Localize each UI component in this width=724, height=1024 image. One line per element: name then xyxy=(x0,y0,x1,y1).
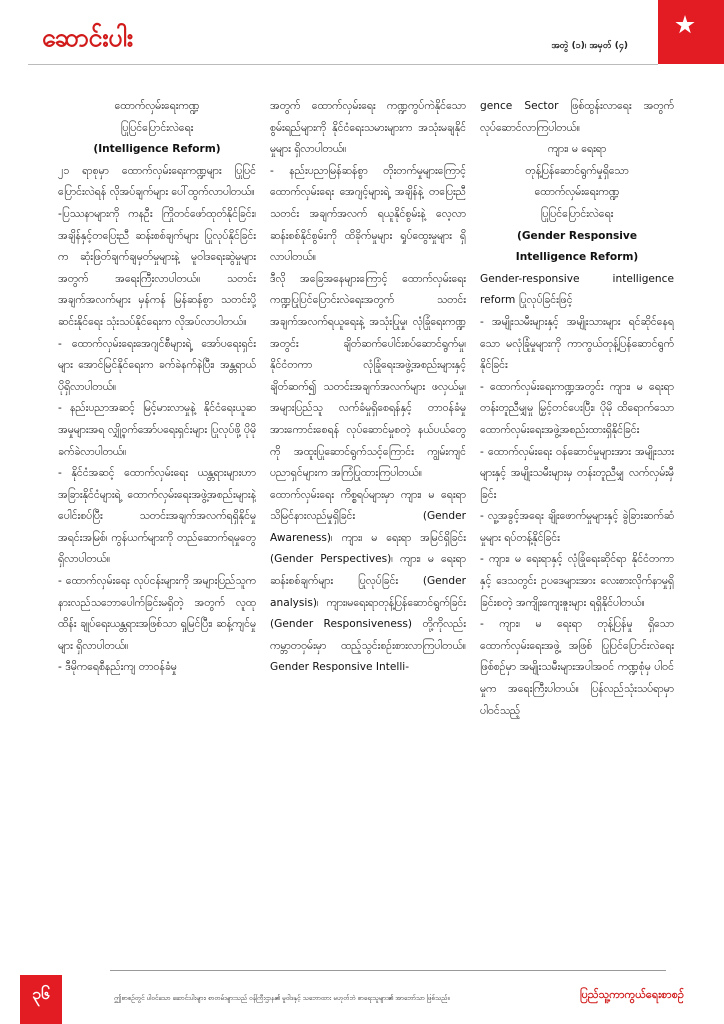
paragraph: (Gender Responsive xyxy=(516,229,638,242)
footer-divider xyxy=(110,970,666,971)
paragraph: - ဒီမိုကရေစီနည်းကျ တာဝန်ခံမှု xyxy=(58,661,177,674)
paragraph: - ထောက်လှမ်းရေးကဏ္ဍအတွင်း ကျား၊ မ ရေးရာ တန်းတူညီမျှမှု မြှင့်တင်ပေးပြီး၊ ပိုမို ထိရောက်သော ထောက်လှမ်းရေးအဖွဲ့အစည်းထားရှိနိုင်ခြင်း xyxy=(480,380,674,436)
paragraph: - လူ့အခွင့်အရေး ချိုးဖောက်မှုများနှင့် ခွဲခြားဆက်ဆံမှုများ ရပ်တန့်နိုင်ခြင်း xyxy=(480,510,674,544)
paragraph: ကျား၊ မ ရေးရာ xyxy=(547,143,607,156)
paragraph: - ကျား၊ မ ရေးရာ တုန့်ပြန်မှု ရှိသော ထောက်လှမ်းရေးအဖွဲ့ အဖြစ် ပြုပြင်ပြောင်းလဲရေးဖြစ်စဉ်မှာ အမျိုးသမီးများအပါအဝင် ကဏ္ဍစုံမှ ပါဝင်မှုက အရေးကြီးပါတယ်။ ပြန်လည်သုံးသပ်ရာမှာ ပါဝင်သည့် xyxy=(480,618,674,717)
paragraph: - ထောက်လှမ်းရေး ဝန်ဆောင်မှုများအား အမျိုးသားများနှင့် အမျိုးသမီးများမှ တန်းတူညီမျှ လက်လှမ်းမှီခြင်း xyxy=(480,445,674,501)
paragraph: - အမျိုးသမီးများနှင့် အမျိုးသားများ ရင်ဆိုင်နေရသော မလုံခြုံမှုများကို ကာကွယ်တုန့်ပြန်ဆောင်ရွက်နိုင်ခြင်း xyxy=(480,315,674,372)
paragraph: - နိုင်ငံအဆင့် ထောက်လှမ်းရေး ယန္တရားများဟာ အခြားနိုင်ငံများရဲ့ ထောက်လှမ်းရေးအဖွဲ့အစည်းများနဲ့ ပေါင်းစပ်ပြီး သတင်းအချက်အလက်ရရှိနိုင်မှု အရင်းအမြစ်၊ ကွန်ယက်များကို တည်ဆောက်ရမှုတွေ ရှိလာပါတယ်။ xyxy=(58,467,256,566)
paragraph: Gender-responsive intelligence reform ပြုလုပ်ခြင်းဖြင့် xyxy=(480,272,674,307)
page-number: ၃၆ xyxy=(20,975,62,1024)
paragraph: ထောက်လှမ်းရေး ကိစ္စရပ်များမှာ ကျား၊ မ ရေးရာ သိမြင်နားလည်မှုရှိခြင်း (Gender Awareness)၊ ကျား၊ မ ရေးရာ အမြင်ရှိခြင်း (Gender Perspectives)၊ ကျား၊ မ ရေးရာ ဆန်းစစ်ချက်များ ပြုလုပ်ခြင်း (Gender analysis)၊ ကျား၊မရေးရာတုန့်ပြန်ဆောင်ရွက်ခြင်း (Gender Responsiveness) တို့ကိုလည်း ကမ္ဘာတဝှမ်းမှာ ထည့်သွင်းစဉ်းစားလာကြပါတယ်။ Gender Responsive Intelli- xyxy=(270,488,466,674)
paragraph: - ထောက်လှမ်းရေးအေဂျင်စီများရဲ့ အော်ပရေးရှင်းများ အောင်မြင်နိုင်ရေးက ခက်ခဲနက်နဲပြီး၊ အန္တရာယ် ပိုရှိလာပါတယ်။ xyxy=(58,337,256,393)
page-header xyxy=(0,0,724,70)
paragraph: ထောက်လှမ်းရေးကဏ္ဍ xyxy=(534,186,620,199)
section-title: ဆောင်းပါး xyxy=(42,23,133,52)
paragraph: ၂၁ ရာစုမှာ ထောက်လှမ်းရေးကဏ္ဍများ ပြုပြင်ပြောင်းလဲရန် လိုအပ်ချက်များ ပေါ်ထွက်လာပါတယ်။ xyxy=(58,164,256,199)
issue-number: အတွဲ (၁)၊ အမှတ် (၄) xyxy=(551,41,628,51)
paragraph: - ကျား၊ မ ရေးရာနှင့် လုံခြုံရေးဆိုင်ရာ နိုင်ငံတကာနှင့် ဒေသတွင်း ဥပဒေများအား လေးစားလိုက်နာမှုရှိခြင်းစတဲ့ အကျိုးကျေးဇူးများ ရရှိနိုင်ပါတယ်။ xyxy=(480,553,674,609)
text-column-2 xyxy=(270,96,466,956)
paragraph: Intelligence Reform) xyxy=(515,251,639,264)
flag-block xyxy=(658,0,724,64)
text-column-1 xyxy=(58,96,256,956)
paragraph: -ပြဿနာများကို ကနဦး ကြိုတင်ဖော်ထုတ်နိုင်ခြင်း၊ အချိန်နှင့်တပြေးညီ ဆန်းစစ်ချက်များ ပြုလုပ်နိုင်ခြင်းက ဆုံးဖြတ်ချက်ချမှတ်မှုများနဲ့ မူဝါဒရေးဆွဲမှုများအတွက် အရေးကြီးလာပါတယ်။ သတင်းအချက်အလက်များ မှန်ကန် မြန်ဆန်စွာ သတင်းပို့ဆင်းနိုင်ရေး သုံးသပ်နိုင်ရေးက လိုအပ်လာပါတယ်။ xyxy=(58,207,256,328)
star-icon xyxy=(675,15,695,35)
paragraph: ဒီလို အခြေအနေများကြောင့် ထောက်လှမ်းရေး ကဏ္ဍပြုပြင်ပြောင်းလဲရေးအတွက် သတင်းအချက်အလက်ရယူရေးနဲ့ အသုံးပြုမှု၊ လုံခြုံရေးကဏ္ဍအတွင်း ချိတ်ဆက်ပေါင်းစပ်ဆောင်ရွက်မှု၊ နိုင်ငံတကာ လုံခြုံရေးအဖွဲ့အစည်းများနှင့် ချိတ်ဆက်၍ သတင်းအချက်အလက်များ ဖလှယ်မှု၊ အများပြည်သူ လက်ခံမှုရှိစေရန်နှင့် တာဝန်ခံမှု အားကောင်းစေရန် လုပ်ဆောင်မှုစတဲ့ နယ်ပယ်တွေကို အထူးပြုဆောင်ရွက်သင့်ကြောင်း ကျွမ်းကျင်ပညာရှင်များက အကြံပြုထားကြပါတယ်။ xyxy=(270,272,466,480)
paragraph: - နည်းပညာအဆင့် မြင့်မားလာမှုနဲ့ နိုင်ငံရေးယူဆအမှုများအရ လျှို့ဝှက်အော်ပရေးရှင်းများ ပြုလုပ်ဖို့ ပိုမိုခက်ခဲလာပါတယ်။ xyxy=(58,402,256,458)
publication-name: ပြည်သူ့ကာကွယ်ရေးစာစဉ် xyxy=(579,988,684,1001)
paragraph: (Intelligence Reform) xyxy=(93,143,221,156)
header-divider xyxy=(28,64,658,65)
paragraph: ထောက်လှမ်းရေးကဏ္ဍ xyxy=(114,100,200,112)
paragraph: အတွက် ထောက်လှမ်းရေး ကဏ္ဍကွပ်ကဲနိုင်သော စွမ်းရည်များကို နိုင်ငံရေးသမားများက အသုံးမချနိုင်မှုများ ရှိလာပါတယ်။ xyxy=(270,100,466,156)
footer-disclaimer: ဤစာစဉ်တွင် ပါဝင်သော ဆောင်းပါးများ၊ စာတမ်းများသည် ဝန်ကြီးဌာန၏ မူဝါဒနှင့် သဘောထား မဟုတ်ဘဲ စာရေးသူများ၏ အာဘော်သာ ဖြစ်သည်။ xyxy=(114,994,450,1002)
paragraph: ပြုပြင်ပြောင်းလဲရေး xyxy=(120,121,194,134)
paragraph: တုန့်ပြန်ဆောင်ရွက်မှုရှိသော xyxy=(525,164,629,177)
paragraph: ပြုပြင်ပြောင်းလဲရေး xyxy=(540,207,614,220)
paragraph: gence Sector ဖြစ်ထွန်းလာရေး အတွက်လုပ်ဆောင်လာကြပါတယ်။ xyxy=(480,100,674,134)
paragraph: - နည်းပညာမြန်ဆန်စွာ တိုးတက်မှုများကြောင့် ထောက်လှမ်းရေး အေဂျင့်များရဲ့ အချိန်နဲ့ တပြေးညီ သတင်း အချက်အလက် ရယူနိုင်စွမ်းနဲ့ လေ့လာဆန်းစစ်နိုင်စွမ်းကို ထိခိုက်မှုများ ရှုပ်ထွေးမှုများ ရှိလာပါတယ်။ xyxy=(270,164,466,264)
text-column-3 xyxy=(480,96,674,956)
paragraph: - ထောက်လှမ်းရေး လုပ်ငန်းများကို အများပြည်သူက နားလည်သဘောပေါက်ခြင်းမရှိတဲ့ အတွက် လူထုထိန်း ချုပ်ရေးယန္တရားအဖြစ်သာ ရှုမြင်ပြီး၊ ဆန့်ကျင်မှုများ ရှိလာပါတယ်။ xyxy=(58,575,256,652)
